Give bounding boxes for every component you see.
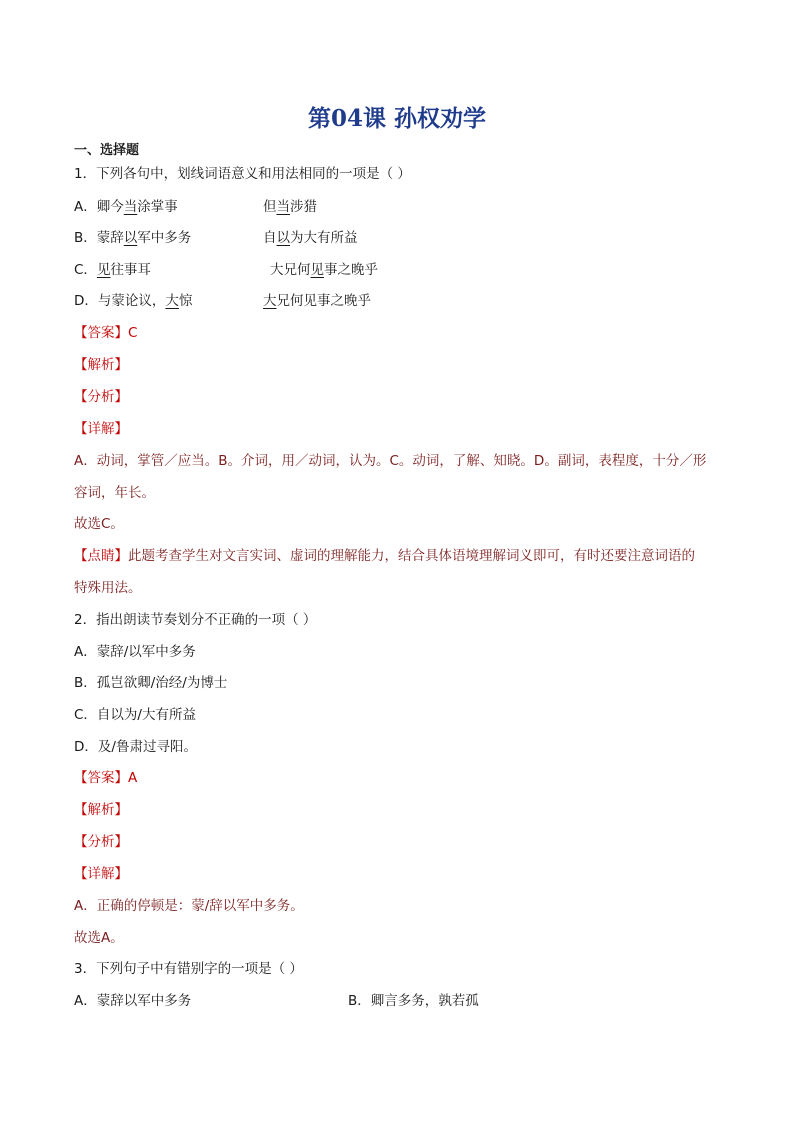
q3-option-a: A．蒙辞以军中多务: [74, 993, 192, 1009]
q1-stem: 1．下列各句中，划线词语意义和用法相同的一项是（ ）: [74, 166, 411, 182]
q1-answer: 【答案】C: [74, 325, 138, 341]
q2-fenxi-label: 【分析】: [74, 834, 128, 850]
q1-detail-label: 【详解】: [74, 421, 128, 437]
q2-option-d: D．及/鲁肃过寻阳。: [74, 739, 197, 755]
q1-fenxi-label: 【分析】: [74, 389, 128, 405]
q2-analysis-label: 【解析】: [74, 802, 128, 818]
q2-detail: A．正确的停顿是：蒙/辞以军中多务。: [74, 898, 304, 914]
page-title: 第04课 孙权劝学: [307, 105, 486, 132]
q1-option-a-right: 但当涉猎: [263, 199, 317, 215]
q3-stem: 3．下列句子中有错别字的一项是（ ）: [74, 961, 303, 977]
q1-option-b-left: B．蒙辞以军中多务: [74, 230, 192, 246]
q1-analysis-label: 【解析】: [74, 357, 128, 373]
q2-conclude: 故选A。: [74, 930, 124, 946]
q1-option-c-right: 大兄何见事之晚乎: [270, 262, 378, 278]
q1-detail-line2: 容词，年长。: [74, 485, 155, 501]
q1-option-b-right: 自以为大有所益: [263, 230, 358, 246]
q1-conclude: 故选C。: [74, 516, 124, 532]
q1-detail-line1: A．动词，掌管／应当。B。介词，用／动词，认为。C。动词，了解、知晓。D。副词，表程度，十分／形: [74, 453, 707, 469]
q3-option-b: B．卿言多务，孰若孤: [348, 993, 479, 1009]
q1-option-d-left: D．与蒙论议，大惊: [74, 293, 193, 309]
q1-tip-line2: 特殊用法。: [74, 580, 142, 596]
section-heading: 一、选择题: [74, 143, 140, 158]
q1-option-d-right: 大兄何见事之晚乎: [263, 293, 371, 309]
q2-stem: 2．指出朗读节奏划分不正确的一项（ ）: [74, 612, 317, 628]
q2-option-c: C．自以为/大有所益: [74, 707, 196, 723]
q1-tip-line1: 【点睛】此题考查学生对文言实词、虚词的理解能力，结合具体语境理解词义即可，有时还要注意词语的: [74, 548, 695, 564]
q2-answer: 【答案】A: [74, 770, 138, 786]
q2-option-b: B．孤岂欲卿/治经/为博士: [74, 675, 228, 691]
q2-option-a: A．蒙辞/以军中多务: [74, 644, 196, 660]
q1-option-a-left: A．卿今当涂掌事: [74, 199, 178, 215]
q1-option-c-left: C．见往事耳: [74, 262, 151, 278]
q2-detail-label: 【详解】: [74, 866, 128, 882]
